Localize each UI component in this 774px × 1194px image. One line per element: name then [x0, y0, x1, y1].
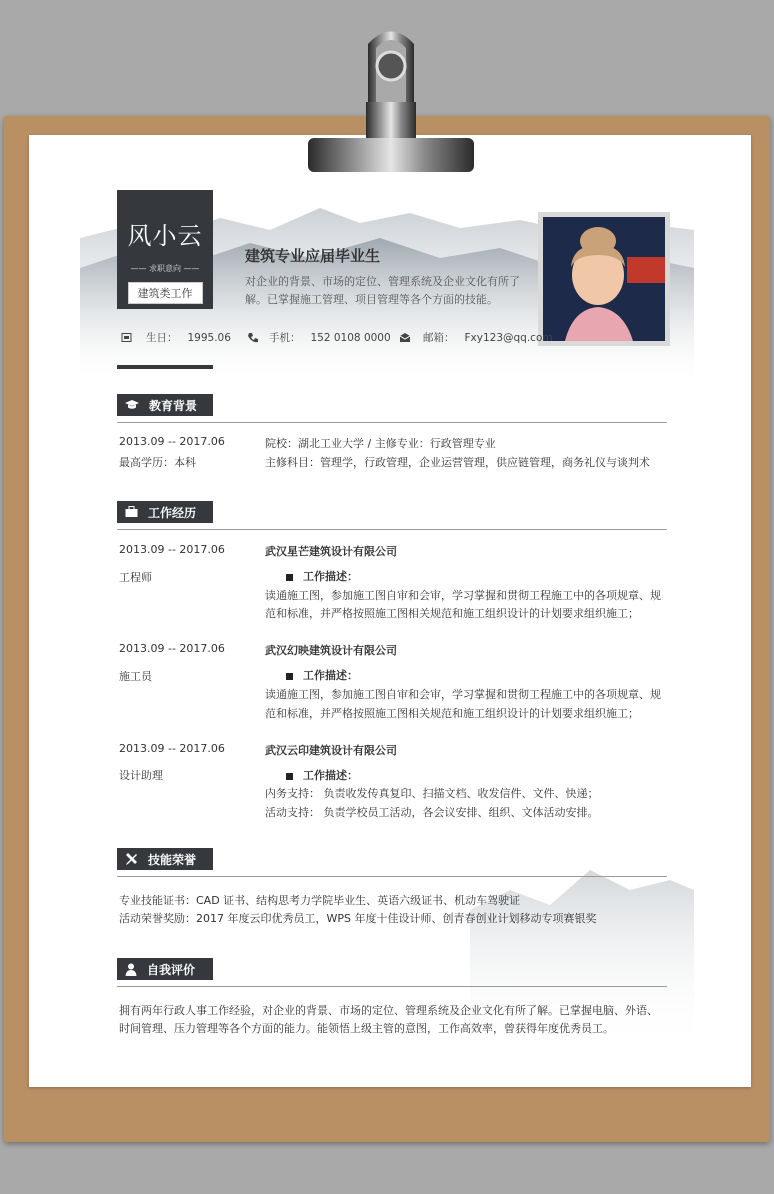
work-period: 2013.09 -- 2017.06: [119, 742, 225, 755]
section-work-header: [117, 501, 213, 523]
binder-clip-icon: [306, 24, 476, 176]
briefcase-icon: [125, 506, 138, 518]
contact-birthday: [121, 330, 231, 345]
intro-text: 对企业的背景、市场的定位、管理系统及企业文化有所了解。已掌握施工管理、项目管理等各个方面的技能。: [245, 275, 520, 306]
work-company: 武汉幻映建筑设计有限公司: [265, 644, 397, 657]
headline: 建筑专业应届毕业生: [245, 247, 381, 265]
section-divider: [117, 422, 667, 423]
skills-awards: 活动荣誉奖励：2017 年度云印优秀员工，WPS 年度十佳设计师、创青春创业计划移动专项赛银奖: [119, 912, 597, 925]
section-education-header: [117, 394, 213, 416]
work-desc-line: 范和标准，并严格按照施工图相关规范和施工组织设计的计划要求组织施工；: [265, 607, 639, 620]
work-desc-line: 读通施工图，参加施工图自审和会审，学习掌握和贯彻工程施工中的各项规章、规: [265, 589, 661, 602]
work-period: 2013.09 -- 2017.06: [119, 642, 225, 655]
work-company: 武汉星芒建筑设计有限公司: [265, 545, 397, 558]
skills-certs: 专业技能证书：CAD 证书、结构思考力学院毕业生、英语六级证书、机动车驾驶证: [119, 894, 521, 907]
avatar: [543, 217, 665, 341]
header-divider: [117, 365, 213, 369]
work-role: 设计助理: [119, 769, 163, 782]
birthday-value: 1995.06: [187, 331, 231, 344]
contact-email: [399, 330, 553, 345]
bullet-icon: [286, 574, 293, 581]
work-desc-label: 工作描述：: [286, 568, 358, 584]
work-desc-line: 范和标准，并严格按照施工图相关规范和施工组织设计的计划要求组织施工；: [265, 707, 639, 720]
graduation-cap-icon: [125, 399, 139, 411]
objective-label: 求职意向: [149, 264, 181, 273]
profile-photo: [538, 212, 670, 346]
work-desc-line: 读通施工图，参加施工图自审和会审，学习掌握和贯彻工程施工中的各项规章、规: [265, 688, 661, 701]
calendar-icon: [121, 332, 132, 343]
section-title: 教育背景: [149, 398, 198, 413]
email-value: Fxy123@qq.com: [464, 331, 553, 344]
birthday-label: 生日：: [146, 332, 178, 344]
work-desc-label: 工作描述：: [286, 667, 358, 683]
work-desc-label: 工作描述：: [286, 767, 358, 783]
education-courses: 主修科目：管理学，行政管理，企业运营管理，供应链管理，商务礼仪与谈判术: [265, 456, 650, 469]
section-divider: [117, 529, 667, 530]
work-role: 施工员: [119, 670, 152, 683]
self-eval-line: 时间管理、压力管理等各个方面的能力。能领悟上级主管的意图，工作高效率，曾获得年度优秀员工。: [119, 1022, 614, 1035]
education-degree: 最高学历：本科: [119, 456, 196, 469]
contact-phone: [247, 330, 391, 345]
work-period: 2013.09 -- 2017.06: [119, 543, 225, 556]
work-company: 武汉云印建筑设计有限公司: [265, 744, 397, 757]
email-label: 邮箱：: [423, 332, 455, 344]
section-divider: [117, 876, 667, 877]
mail-icon: [399, 332, 411, 343]
section-title: 工作经历: [148, 505, 197, 520]
phone-icon: [247, 332, 259, 344]
section-title: 自我评价: [147, 962, 196, 977]
bullet-icon: [286, 673, 293, 680]
section-self-header: [117, 958, 213, 980]
phone-label: 手机：: [269, 332, 301, 344]
self-eval-line: 拥有两年行政人事工作经验，对企业的背景、市场的定位、管理系统及企业文化有所了解。已掌握电脑、外语、: [119, 1004, 658, 1017]
section-title: 技能荣誉: [148, 852, 197, 867]
tools-icon: [125, 853, 138, 866]
bullet-icon: [286, 773, 293, 780]
work-desc-line: 活动支持： 负责学校员工活动，各会议安排、组织、文体活动安排。: [265, 806, 599, 819]
education-school: 院校：湖北工业大学 / 主修专业：行政管理专业: [265, 437, 496, 450]
education-period: 2013.09 -- 2017.06: [119, 435, 225, 448]
section-skills-header: [117, 848, 213, 870]
work-desc-line: 内务支持： 负责收发传真复印、扫描文档、收发信件、文件、快递；: [265, 787, 599, 800]
candidate-name: 风小云: [127, 222, 203, 250]
name-block: 风小云 —— 求职意向 —— 建筑类工作: [117, 190, 213, 309]
work-role: 工程师: [119, 571, 152, 584]
phone-value: 152 0108 0000: [310, 331, 391, 344]
person-icon: [125, 963, 137, 976]
section-divider: [117, 986, 667, 987]
job-target: 建筑类工作: [128, 282, 203, 304]
